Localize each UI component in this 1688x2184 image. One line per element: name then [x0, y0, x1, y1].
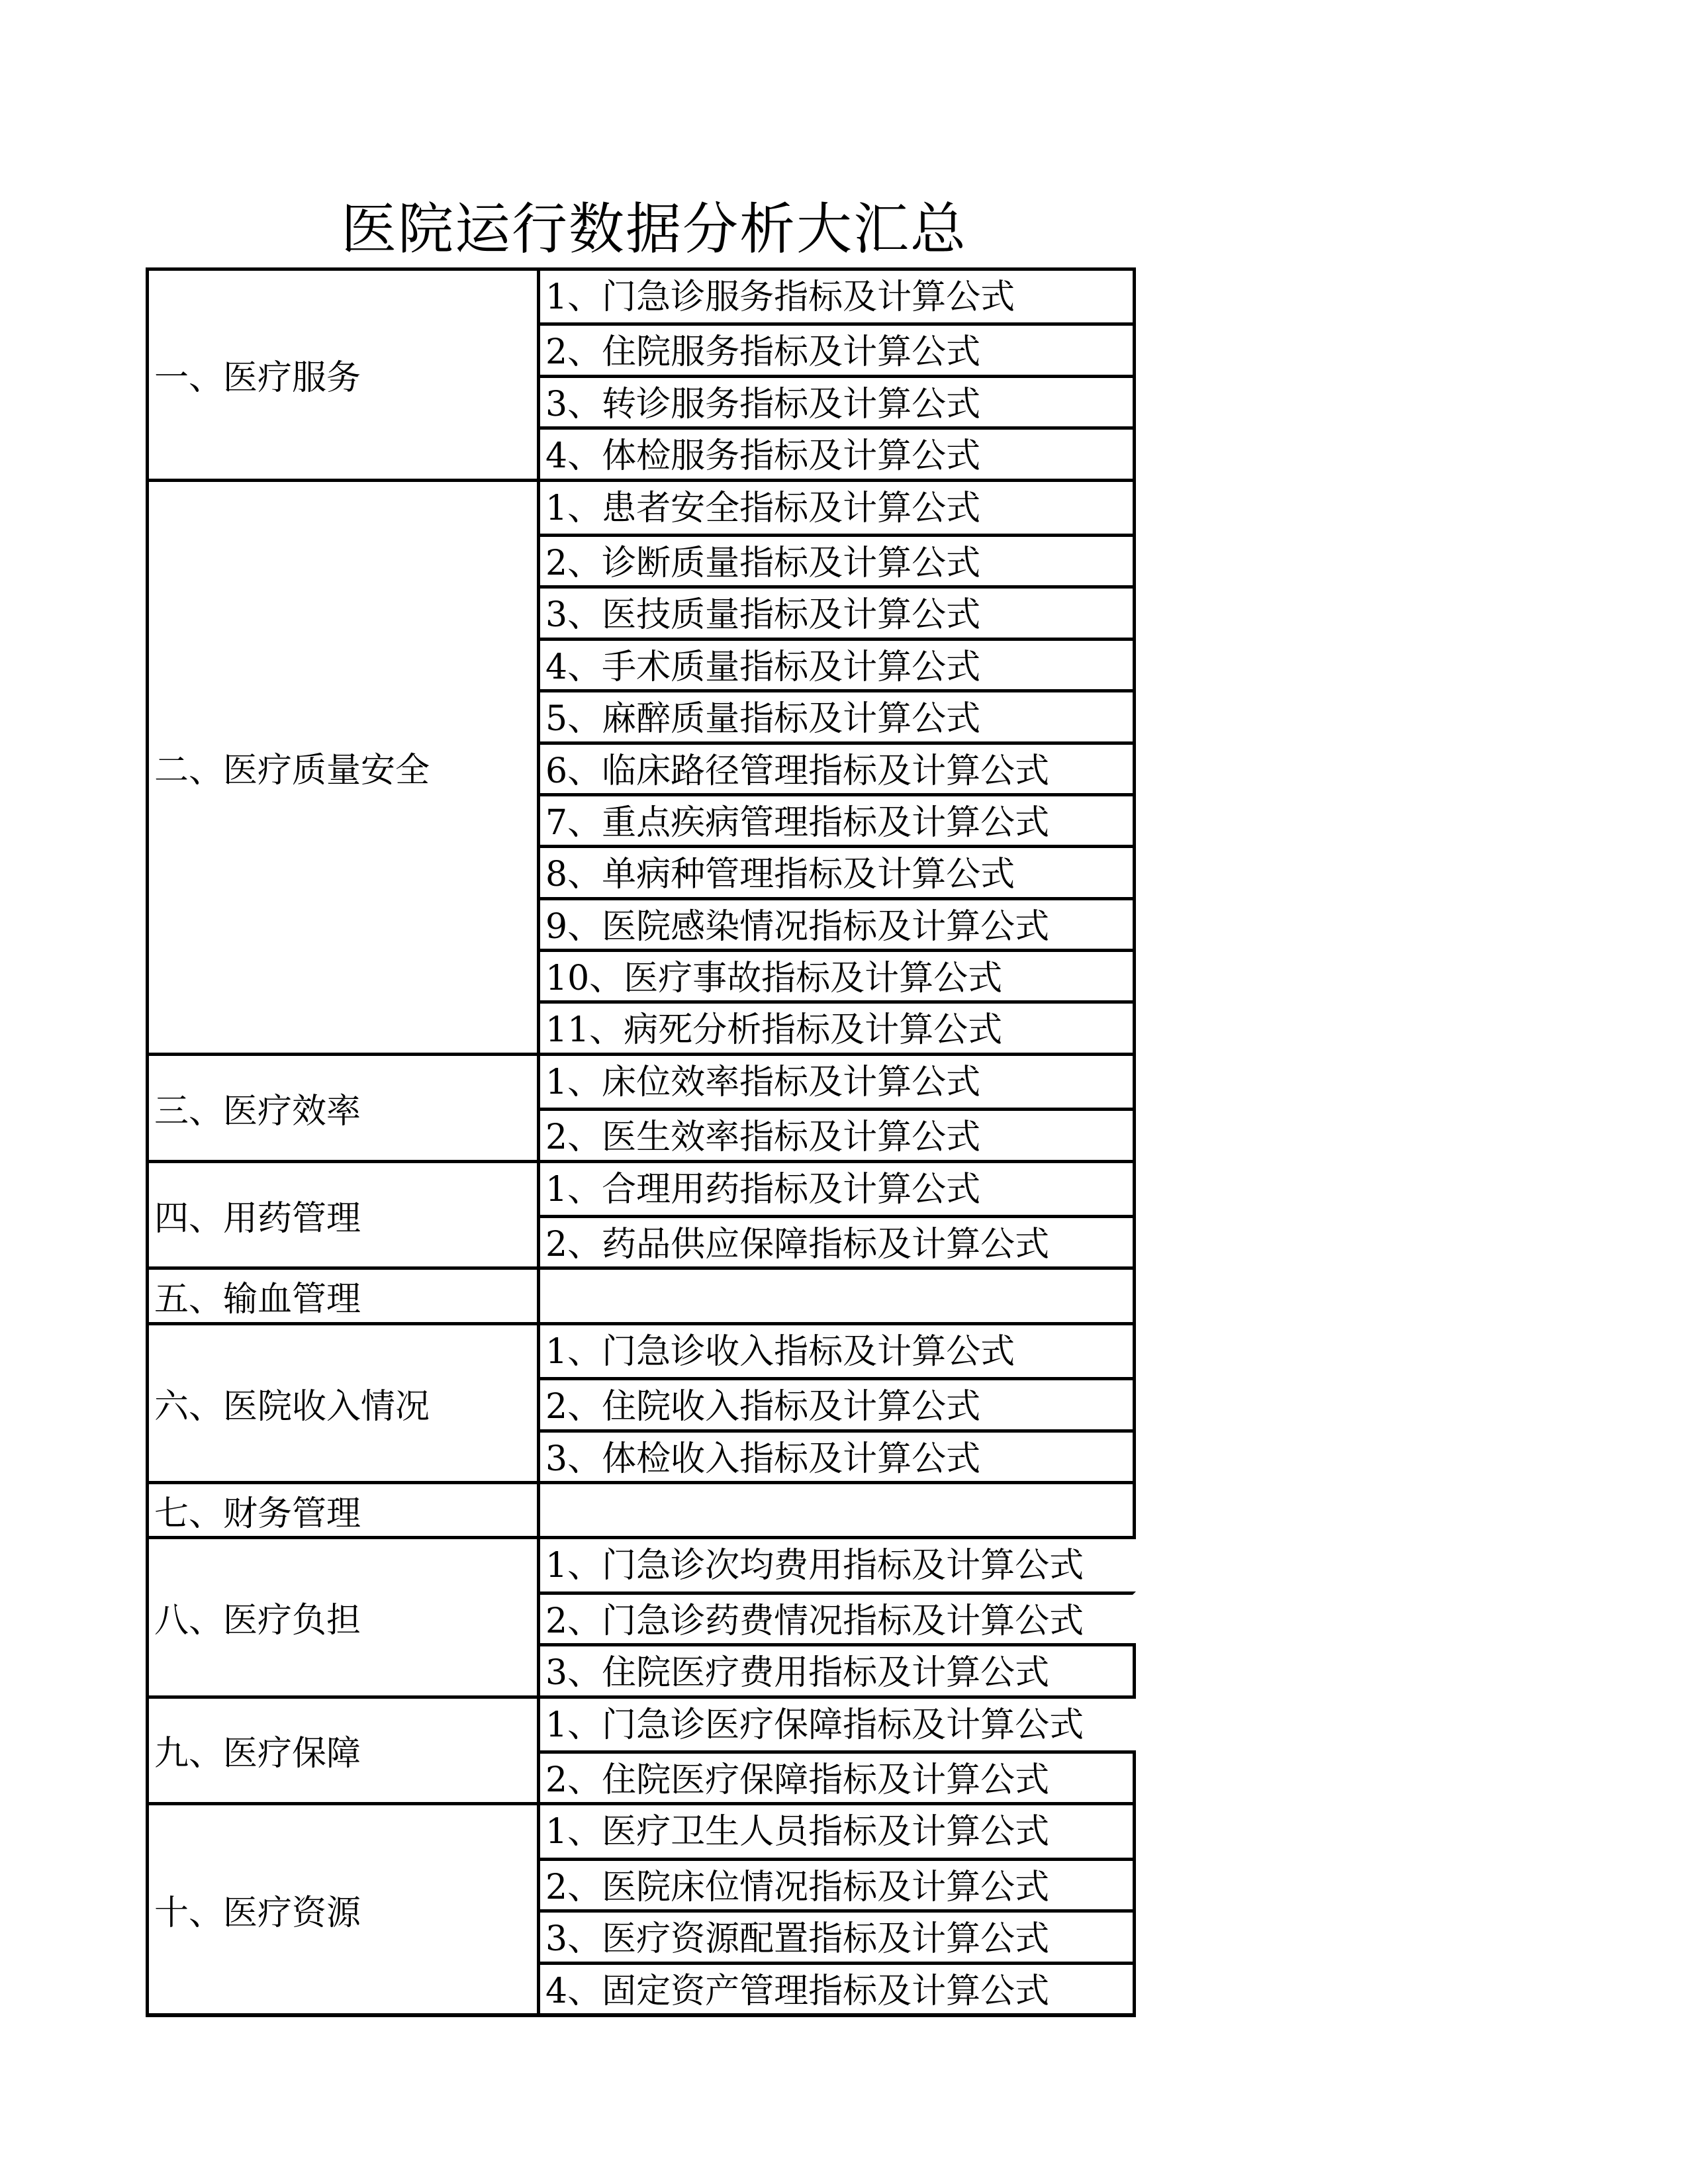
table-cell: 1、门急诊收入指标及计算公式 — [540, 1325, 1136, 1377]
category-cell: 七、财务管理 — [149, 1484, 540, 1536]
table-cell: 1、患者安全指标及计算公式 — [540, 482, 1136, 534]
table-cell: 4、手术质量指标及计算公式 — [540, 638, 1136, 689]
table-cell: 7、重点疾病管理指标及计算公式 — [540, 793, 1136, 845]
table-cell: 3、医疗资源配置指标及计算公式 — [540, 1909, 1136, 1961]
table-cell: 1、门急诊服务指标及计算公式 — [540, 271, 1136, 322]
table-cell: 3、住院医疗费用指标及计算公式 — [540, 1643, 1136, 1695]
empty-cell — [540, 1270, 1136, 1321]
category-cell: 六、医院收入情况 — [149, 1325, 540, 1481]
table-cell: 2、医院床位情况指标及计算公式 — [540, 1858, 1136, 1909]
category-cell: 十、医疗资源 — [149, 1805, 540, 2013]
table-cell: 1、门急诊次均费用指标及计算公式 — [545, 1546, 1084, 1586]
table-cell: 4、体检服务指标及计算公式 — [540, 426, 1136, 478]
category-cell: 八、医疗负担 — [149, 1539, 540, 1695]
table-cell: 8、单病种管理指标及计算公式 — [540, 845, 1136, 896]
table-group — [146, 1802, 1136, 2017]
category-cell: 三、医疗效率 — [149, 1056, 540, 1160]
category-cell: 四、用药管理 — [149, 1163, 540, 1267]
category-cell: 二、医疗质量安全 — [149, 482, 540, 1053]
table-cell: 2、药品供应保障指标及计算公式 — [540, 1215, 1136, 1266]
category-cell: 九、医疗保障 — [149, 1699, 540, 1803]
empty-cell — [540, 1484, 1136, 1536]
table-group — [146, 1266, 1136, 1321]
page-title: 医院运行数据分析大汇总 — [341, 197, 968, 261]
table-cell: 4、固定资产管理指标及计算公式 — [540, 1962, 1136, 2013]
table-cell: 1、床位效率指标及计算公式 — [540, 1056, 1136, 1108]
table-group — [146, 1160, 1136, 1267]
table-group — [146, 1536, 1136, 1695]
table-cell: 1、合理用药指标及计算公式 — [540, 1163, 1136, 1215]
table-group — [146, 1695, 1136, 1803]
table-cell: 9、医院感染情况指标及计算公式 — [540, 897, 1136, 949]
table-cell: 3、转诊服务指标及计算公式 — [540, 375, 1136, 426]
category-cell: 五、输血管理 — [149, 1270, 540, 1321]
table-cell: 3、医技质量指标及计算公式 — [540, 585, 1136, 637]
table-cell: 1、门急诊医疗保障指标及计算公式 — [545, 1705, 1084, 1745]
table-cell: 2、医生效率指标及计算公式 — [540, 1108, 1136, 1159]
table-group — [146, 479, 1136, 1053]
summary-table — [146, 267, 1136, 2017]
table-group — [146, 1481, 1136, 1536]
table-cell: 1、医疗卫生人员指标及计算公式 — [540, 1805, 1136, 1857]
category-cell: 一、医疗服务 — [149, 271, 540, 479]
table-cell: 2、住院医疗保障指标及计算公式 — [540, 1750, 1136, 1802]
table-cell: 2、住院服务指标及计算公式 — [540, 322, 1136, 374]
table-cell: 5、麻醉质量指标及计算公式 — [540, 689, 1136, 741]
table-group — [146, 1053, 1136, 1160]
table-cell: 6、临床路径管理指标及计算公式 — [540, 741, 1136, 793]
table-cell: 2、门急诊药费情况指标及计算公式 — [540, 1591, 1136, 1643]
table-group — [146, 1322, 1136, 1481]
table-cell: 11、病死分析指标及计算公式 — [540, 1000, 1136, 1052]
table-cell: 2、住院收入指标及计算公式 — [540, 1377, 1136, 1429]
table-cell: 3、体检收入指标及计算公式 — [540, 1429, 1136, 1481]
table-cell: 10、医疗事故指标及计算公式 — [540, 949, 1136, 1000]
table-cell: 2、诊断质量指标及计算公式 — [540, 534, 1136, 585]
table-group — [146, 267, 1136, 479]
